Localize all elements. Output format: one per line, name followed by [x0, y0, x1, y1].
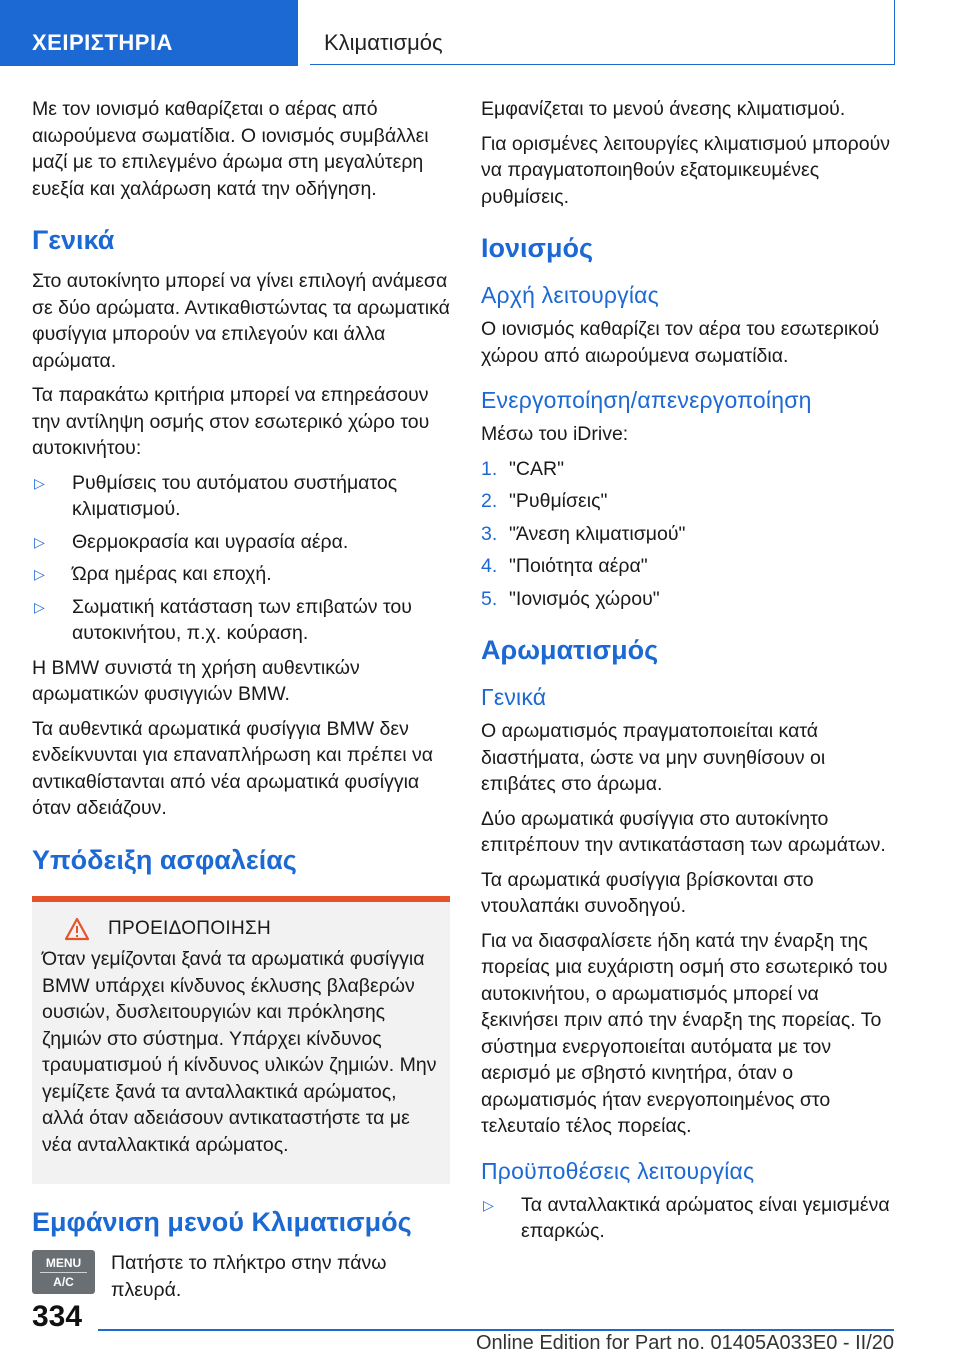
- general-paragraph-1: Στο αυτοκίνητο μπορεί να γίνει επιλογή ανάμεσα σε δύο αρώματα. Αντικαθιστώντας τα αρωματικά φυσίγγια μπορούν να επιλεγούν και άλλα αρώματα.: [32, 270, 450, 372]
- aroma-paragraph-2: Δύο αρωματικά φυσίγγια στο αυτοκίνητο επιτρέπουν την αντικατάσταση των αρωμάτων.: [481, 807, 886, 856]
- menu-instruction: [32, 1250, 450, 1303]
- section-title: ΧΕΙΡΙΣΤΗΡΙΑ: [32, 30, 173, 55]
- warning-box: [32, 896, 450, 1185]
- left-column: [32, 96, 450, 1303]
- right-column: [481, 96, 899, 1253]
- aroma-general-heading: Γενικά: [481, 684, 547, 710]
- menu-ac-button-icon: MENU A/C: [32, 1250, 95, 1294]
- warning-header: [42, 902, 440, 947]
- aroma-heading: Αρωματισμός: [481, 635, 659, 665]
- topic-title: Κλιματισμός: [324, 30, 443, 55]
- safety-heading: Υπόδειξη ασφαλείας: [32, 844, 297, 875]
- principle-text: Ο ιονισμός καθαρίζει τον αέρα του εσωτερικού χώρου από αιωρούμενα σωματίδια.: [481, 318, 880, 367]
- comfort-paragraph-1: Εμφανίζεται το μενού άνεσης κλιματισμού.: [481, 98, 846, 120]
- list-item: ▷ Ρυθμίσεις του αυτόματου συστήματος κλιματισμού.: [34, 471, 398, 520]
- warning-text: Όταν γεμίζονται ξανά τα αρωματικά φυσίγγια BMW υπάρχει κίνδυνος έκλυσης βλαβερών ουσιών, δυσλειτουργιών και πρόκλησης ζημιών στο σύστημα. Υπάρχει κίνδυνος τραυματισμού ή κίνδυνος υλικών ζημιών. Μην γεμίζετε ξανά τα ανταλλακτικά αρώματος, αλλά όταν αδειάσουν αντικαταστήστε τα με νέα ανταλλακτικά αρώματος.: [42, 948, 437, 1156]
- prerequisites-heading: Προϋποθέσεις λειτουργίας: [481, 1157, 755, 1184]
- topic-tab: [310, 0, 895, 65]
- steps-list: [481, 456, 899, 613]
- list-item: 3. "Άνεση κλιματισμού": [481, 522, 686, 545]
- prerequisites-list: [481, 1192, 899, 1245]
- toggle-heading: Ενεργοποίηση/απενεργοποίηση: [481, 387, 812, 413]
- footer-edition: Online Edition for Part no. 01405A033E0 - II/20: [475, 1332, 894, 1354]
- aroma-paragraph-1: Ο αρωματισμός πραγματοποιείται κατά διαστήματα, ώστε να μην συνηθίσουν οι επιβάτες στο άρωμα.: [481, 720, 826, 795]
- list-item: ▷ Ώρα ημέρας και εποχή.: [32, 561, 450, 588]
- general-heading: Γενικά: [32, 225, 115, 255]
- criteria-list: [32, 470, 450, 647]
- bmw-paragraph-2: Τα αυθεντικά αρωματικά φυσίγγια BMW δεν ενδείκνυνται για επαναπλήρωση και πρέπει να αντικαθίστανται από νέα αρωματικά φυσίγγια όταν αδειάζουν.: [32, 717, 433, 819]
- triangle-bullet-icon: ▷: [483, 1196, 494, 1213]
- idrive-text: Μέσω του iDrive:: [481, 423, 629, 445]
- section-tab: [0, 0, 298, 66]
- intro-paragraph: Με τον ιονισμό καθαρίζεται ο αέρας από αιωρούμενα σωματίδια. Ο ιονισμός συμβάλλει μαζί με το επιλεγμένο άρωμα στη μεγαλύτερη ευεξία και χαλάρωση κατά την οδήγηση.: [32, 98, 429, 200]
- list-item: 1. "CAR": [481, 457, 565, 480]
- menu-instruction-text: Πατήστε το πλήκτρο στην πάνω πλευρά.: [111, 1252, 387, 1301]
- triangle-bullet-icon: ▷: [34, 598, 45, 615]
- bmw-paragraph-1: Η BMW συνιστά τη χρήση αυθεντικών αρωματικών φυσιγγιών BMW.: [32, 656, 360, 705]
- triangle-bullet-icon: ▷: [34, 566, 45, 582]
- ionization-heading: Ιονισμός: [481, 233, 594, 263]
- aroma-paragraph-4: Για να διασφαλίσετε ήδη κατά την έναρξη της πορείας μια ευχάριστη οσμή στο εσωτερικό του αυτοκινήτου, ο αρωματισμός μπορεί να ξεκινήσει πριν από την έναρξη της πορείας. Το σύστημα ενεργοποιείται αυτόματα με τον αερισμό με σβηστό κινητήρα, όταν ο αρωματισμός ήταν ενεργοποιημένος στο τελευταίο τέλος πορείας.: [481, 929, 888, 1137]
- list-item: 4. "Ποιότητα αέρα": [481, 555, 648, 577]
- warning-title: ΠΡΟΕΙΔΟΠΟΙΗΣΗ: [108, 917, 272, 939]
- menu-heading: Εμφάνιση μενού Κλιματισμός: [32, 1207, 412, 1237]
- principle-heading: Αρχή λειτουργίας: [481, 282, 659, 308]
- triangle-bullet-icon: ▷: [34, 474, 45, 491]
- list-item: 5. "Ιονισμός χώρου": [481, 587, 660, 610]
- list-item: 2. "Ρυθμίσεις": [481, 490, 608, 512]
- footer-divider: [98, 1329, 894, 1331]
- triangle-bullet-icon: ▷: [34, 533, 45, 550]
- list-item: ▷ Τα ανταλλακτικά αρώματος είναι γεμισμένα επαρκώς.: [483, 1193, 890, 1242]
- page-header: [0, 0, 960, 66]
- aroma-paragraph-3: Τα αρωματικά φυσίγγια βρίσκονται στο ντουλαπάκι συνοδηγού.: [481, 868, 814, 917]
- page-number: 334: [32, 1300, 83, 1333]
- list-item: ▷ Σωματική κατάσταση των επιβατών του αυτοκινήτου, π.χ. κούραση.: [34, 595, 412, 644]
- general-paragraph-2: Τα παρακάτω κριτήρια μπορεί να επηρεάσουν την αντίληψη οσμής στον εσωτερικό χώρο του αυτοκινήτου:: [32, 384, 430, 459]
- comfort-paragraph-2: Για ορισμένες λειτουργίες κλιματισμού μπορούν να πραγματοποιηθούν εξατομικευμένες ρυθμίσεις.: [481, 132, 890, 208]
- list-item: ▷ Θερμοκρασία και υγρασία αέρα.: [32, 529, 450, 556]
- warning-triangle-icon: [64, 917, 90, 941]
